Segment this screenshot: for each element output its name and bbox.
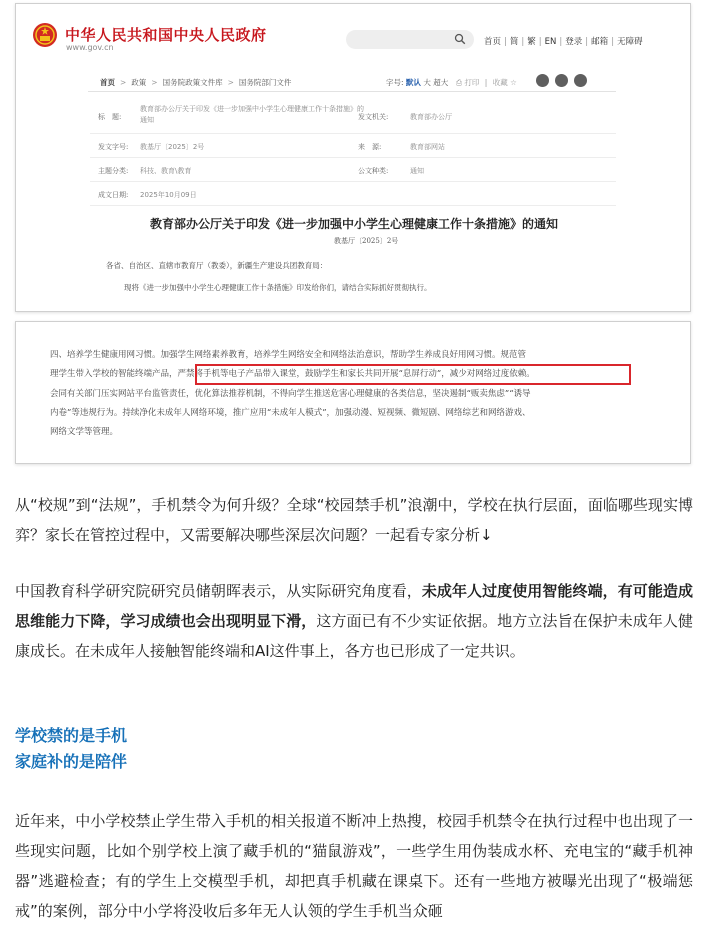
breadcrumb-policy-library[interactable]: 国务院政策文件库 <box>162 78 223 87</box>
font-size-control <box>386 77 448 88</box>
font-size-label: 字号: <box>386 78 404 87</box>
breadcrumb-bar <box>88 74 616 92</box>
clause-text <box>50 346 660 442</box>
clause-excerpt-screenshot <box>15 321 691 464</box>
share-icons <box>536 74 587 87</box>
article-p2-intro: 中国教育科学研究院研究员储朝晖表示，从实际研究角度看， <box>15 582 422 600</box>
document-meta-table <box>90 96 616 206</box>
qzone-share-icon[interactable] <box>574 74 587 87</box>
nav-english[interactable]: EN <box>544 37 557 47</box>
meta-row-category <box>90 158 616 182</box>
breadcrumb-policy[interactable]: 政策 <box>131 78 147 87</box>
top-nav: 首页 | 简 | 繁 | EN | 登录 | 邮箱 | 无障碍 <box>484 37 643 47</box>
gov-document-screenshot <box>15 3 691 312</box>
clause-line-2a: 理学生带入学校的智能终端产品， <box>50 369 178 380</box>
meta-source-label: 来 源: <box>358 143 382 151</box>
meta-row-title <box>90 96 616 134</box>
meta-category-value: 科技、教育\教育 <box>140 167 192 175</box>
font-size-large[interactable]: 大 <box>423 78 431 87</box>
wechat-share-icon[interactable] <box>555 74 568 87</box>
weibo-share-icon[interactable] <box>536 74 549 87</box>
article-paragraph-3: 近年来，中小学校禁止学生带入手机的相关报道不断冲上热搜，校园手机禁令在执行过程中也出现了一些现实问题，比如个别学校上演了藏手机的“猫鼠游戏”，一些学生用伪装成水杯、充电宝的“藏手机神器”逃避检查；有的学生上交模型手机，却把真手机藏在课桌下。还有一些地方被曝光出现了“极端惩戒”的案例，部分中小学将没收后多年无人认领的学生手机当众砸 <box>15 812 693 920</box>
meta-row-date <box>90 182 616 206</box>
section-heading-line-2: 家庭补的是陪伴 <box>15 752 128 771</box>
meta-date-value: 2025年10月09日 <box>140 191 197 199</box>
meta-category-label: 主题分类: <box>98 167 129 175</box>
meta-date-label: 成文日期: <box>98 191 129 199</box>
article-paragraph-2 <box>15 576 693 666</box>
meta-title-label: 标 题: <box>98 113 122 121</box>
highlight-box <box>195 364 631 385</box>
document-body: 现将《进一步加强中小学生心理健康工作十条措施》印发给你们，请结合实际抓好贯彻执行。 <box>124 283 432 292</box>
nav-mail[interactable]: 邮箱 <box>591 37 609 47</box>
gov-site-name[interactable]: 中华人民共和国中央人民政府 <box>65 26 267 44</box>
gov-site-header <box>16 4 690 66</box>
favorite-button[interactable]: 收藏 <box>492 78 508 87</box>
nav-simplified[interactable]: 简 <box>509 37 519 47</box>
meta-issuer-value: 教育部办公厅 <box>410 113 452 121</box>
article-p2-emphasis: 未成年人过度使用智能终端，有可能造成思维能力下降，学习成绩也会出现明显下滑， <box>15 582 693 630</box>
clause-line-3: 会同有关部门压实网站平台监管责任，优化算法推荐机制，不得向学生推送危害心理健康的各类信息，坚决遏制“贩卖焦虑”“诱导 <box>50 388 531 399</box>
clause-line-4: 内卷”等违规行为。持续净化未成年人网络环境，推广应用“未成年人模式”，加强动漫、短视频、微短剧、网络综艺和网络游戏、 <box>50 407 531 418</box>
gov-site-url: www.gov.cn <box>66 43 114 52</box>
breadcrumb-dept-docs[interactable]: 国务院部门文件 <box>238 78 292 87</box>
font-size-xlarge[interactable]: 超大 <box>433 78 449 87</box>
star-icon[interactable]: ☆ <box>510 78 517 87</box>
print-icon[interactable]: ⎙ <box>456 78 462 87</box>
font-size-default[interactable]: 默认 <box>405 78 421 87</box>
breadcrumb: 首页 > 政策 > 国务院政策文件库 > 国务院部门文件 <box>100 78 292 87</box>
search-input[interactable] <box>346 30 474 49</box>
section-heading-line-1: 学校禁的是手机 <box>15 726 128 745</box>
national-emblem-icon <box>32 22 58 48</box>
nav-login[interactable]: 登录 <box>565 37 583 47</box>
meta-row-number <box>90 134 616 158</box>
article-paragraph-1: 从“校规”到“法规”，手机禁令为何升级？全球“校园禁手机”浪潮中，学校在执行层面，面临哪些现实博弈？家长在管控过程中，又需要解决哪些深层次问题？一起看专家分析↓ <box>15 496 693 544</box>
nav-accessibility[interactable]: 无障碍 <box>617 37 643 47</box>
meta-issuer-label: 发文机关: <box>358 113 389 121</box>
document-title: 教育部办公厅关于印发《进一步加强中小学生心理健康工作十条措施》的通知 <box>149 217 558 231</box>
clause-line-5: 网络文学等管理。 <box>50 427 119 438</box>
nav-traditional[interactable]: 繁 <box>527 37 536 47</box>
document-number: 教基厅〔2025〕2号 <box>334 237 399 245</box>
meta-source-value: 教育部网站 <box>410 143 445 151</box>
document-recipients: 各省、自治区、直辖市教育厅（教委），新疆生产建设兵团教育局： <box>106 261 328 270</box>
meta-title-value: 教育部办公厅关于印发《进一步加强中小学生心理健康工作十条措施》的通知 <box>140 105 364 124</box>
print-button[interactable]: 打印 <box>464 78 480 87</box>
meta-type-value: 通知 <box>410 167 424 175</box>
search-icon[interactable] <box>454 33 466 45</box>
clause-line-2b: 严禁将手机等电子产品带入课堂，鼓励学生和家长共同开展“息屏行动”，减少对网络过度依赖。 <box>177 369 535 380</box>
article-p2-rest: 这方面已有不少实证依据。地方立法旨在保护未成年人健康成长。在未成年人接触智能终端和AI这件事上，各方也已形成了一定共识。 <box>15 612 693 660</box>
breadcrumb-home[interactable]: 首页 <box>100 78 115 87</box>
meta-number-value: 教基厅〔2025〕2号 <box>140 143 205 151</box>
nav-home[interactable]: 首页 <box>484 37 502 47</box>
meta-number-label: 发文字号: <box>98 143 129 151</box>
print-favorite-control: ⎙ 打印 | 收藏 ☆ <box>456 78 517 87</box>
meta-type-label: 公文种类: <box>358 167 389 175</box>
clause-line-1: 四、培养学生健康用网习惯。加强学生网络素养教育，培养学生网络安全和网络法治意识，帮助学生养成良好用网习惯。规范管 <box>50 350 527 360</box>
